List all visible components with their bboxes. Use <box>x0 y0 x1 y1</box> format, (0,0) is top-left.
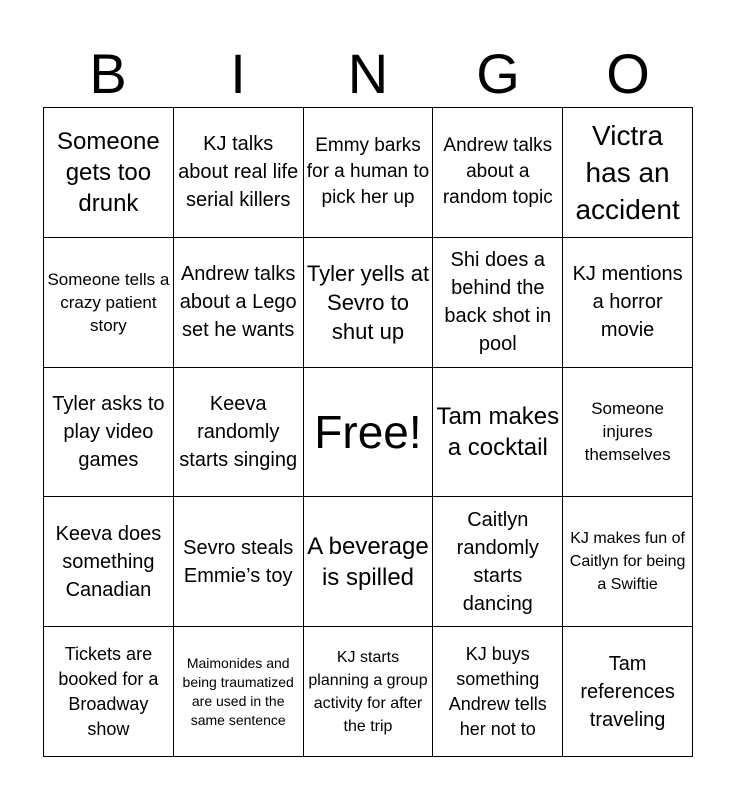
header-letter-n: N <box>347 42 389 105</box>
cell-text: Tam references traveling <box>580 652 675 731</box>
bingo-cell[interactable] <box>174 368 304 498</box>
free-space-text: Free! <box>314 405 422 458</box>
bingo-cell[interactable] <box>304 108 434 238</box>
bingo-cell[interactable] <box>433 108 563 238</box>
header-letter-g: G <box>476 42 520 105</box>
cell-text: KJ mentions a horror movie <box>572 263 683 342</box>
cell-text: Tam makes a cocktail <box>436 402 560 461</box>
cell-text: Emmy barks for a human to pick her up <box>306 135 430 209</box>
cell-text: Maimonides and being traumatized are used in the same sentence <box>182 654 294 728</box>
cell-text: KJ makes fun of Caitlyn for being a Swiftie <box>569 530 686 594</box>
bingo-cell[interactable] <box>44 497 174 627</box>
bingo-header <box>43 40 693 108</box>
cell-text: Keeva does something Canadian <box>55 522 162 601</box>
bingo-cell[interactable] <box>44 368 174 498</box>
bingo-cell[interactable] <box>433 627 563 757</box>
cell-text: Caitlyn randomly starts dancing <box>456 508 539 615</box>
cell-text: A beverage is spilled <box>307 532 429 591</box>
bingo-cell[interactable] <box>304 497 434 627</box>
cell-text: KJ talks about real life serial killers <box>178 133 299 212</box>
bingo-cell[interactable] <box>433 497 563 627</box>
bingo-cell[interactable] <box>433 368 563 498</box>
bingo-cell[interactable] <box>304 627 434 757</box>
cell-text: Tyler yells at Sevro to shut up <box>306 260 430 344</box>
cell-text: Tyler asks to play video games <box>52 392 165 471</box>
cell-text: Victra has an accident <box>575 119 680 225</box>
cell-text: Someone gets too drunk <box>57 127 160 217</box>
header-letter-b: B <box>89 42 127 105</box>
bingo-cell[interactable] <box>44 238 174 368</box>
bingo-cell[interactable] <box>304 238 434 368</box>
bingo-cell[interactable] <box>563 238 693 368</box>
bingo-cell[interactable] <box>563 368 693 498</box>
cell-text: Keeva randomly starts singing <box>179 392 298 471</box>
cell-text: Andrew talks about a Lego set he wants <box>179 263 297 342</box>
cell-text: Shi does a behind the back shot in pool <box>444 249 552 356</box>
bingo-cell[interactable] <box>174 497 304 627</box>
header-letter-i: I <box>230 42 246 105</box>
bingo-free-cell[interactable] <box>304 368 434 498</box>
bingo-cell[interactable] <box>563 497 693 627</box>
cell-text: KJ buys something Andrew tells her not to <box>448 643 547 739</box>
bingo-cell[interactable] <box>433 238 563 368</box>
cell-text: KJ starts planning a group activity for after the trip <box>308 648 428 735</box>
cell-text: Tickets are booked for a Broadway show <box>58 643 159 739</box>
bingo-grid <box>43 107 693 757</box>
bingo-cell[interactable] <box>174 108 304 238</box>
bingo-cell[interactable] <box>563 627 693 757</box>
bingo-cell[interactable] <box>174 627 304 757</box>
cell-text: Someone tells a crazy patient story <box>47 269 170 335</box>
cell-text: Someone injures themselves <box>584 399 671 465</box>
cell-text: Andrew talks about a random topic <box>442 135 553 209</box>
cell-text: Sevro steals Emmie’s toy <box>183 536 294 587</box>
bingo-cell[interactable] <box>44 108 174 238</box>
bingo-cell[interactable] <box>563 108 693 238</box>
bingo-cell[interactable] <box>44 627 174 757</box>
bingo-cell[interactable] <box>174 238 304 368</box>
header-letter-o: O <box>606 42 650 105</box>
